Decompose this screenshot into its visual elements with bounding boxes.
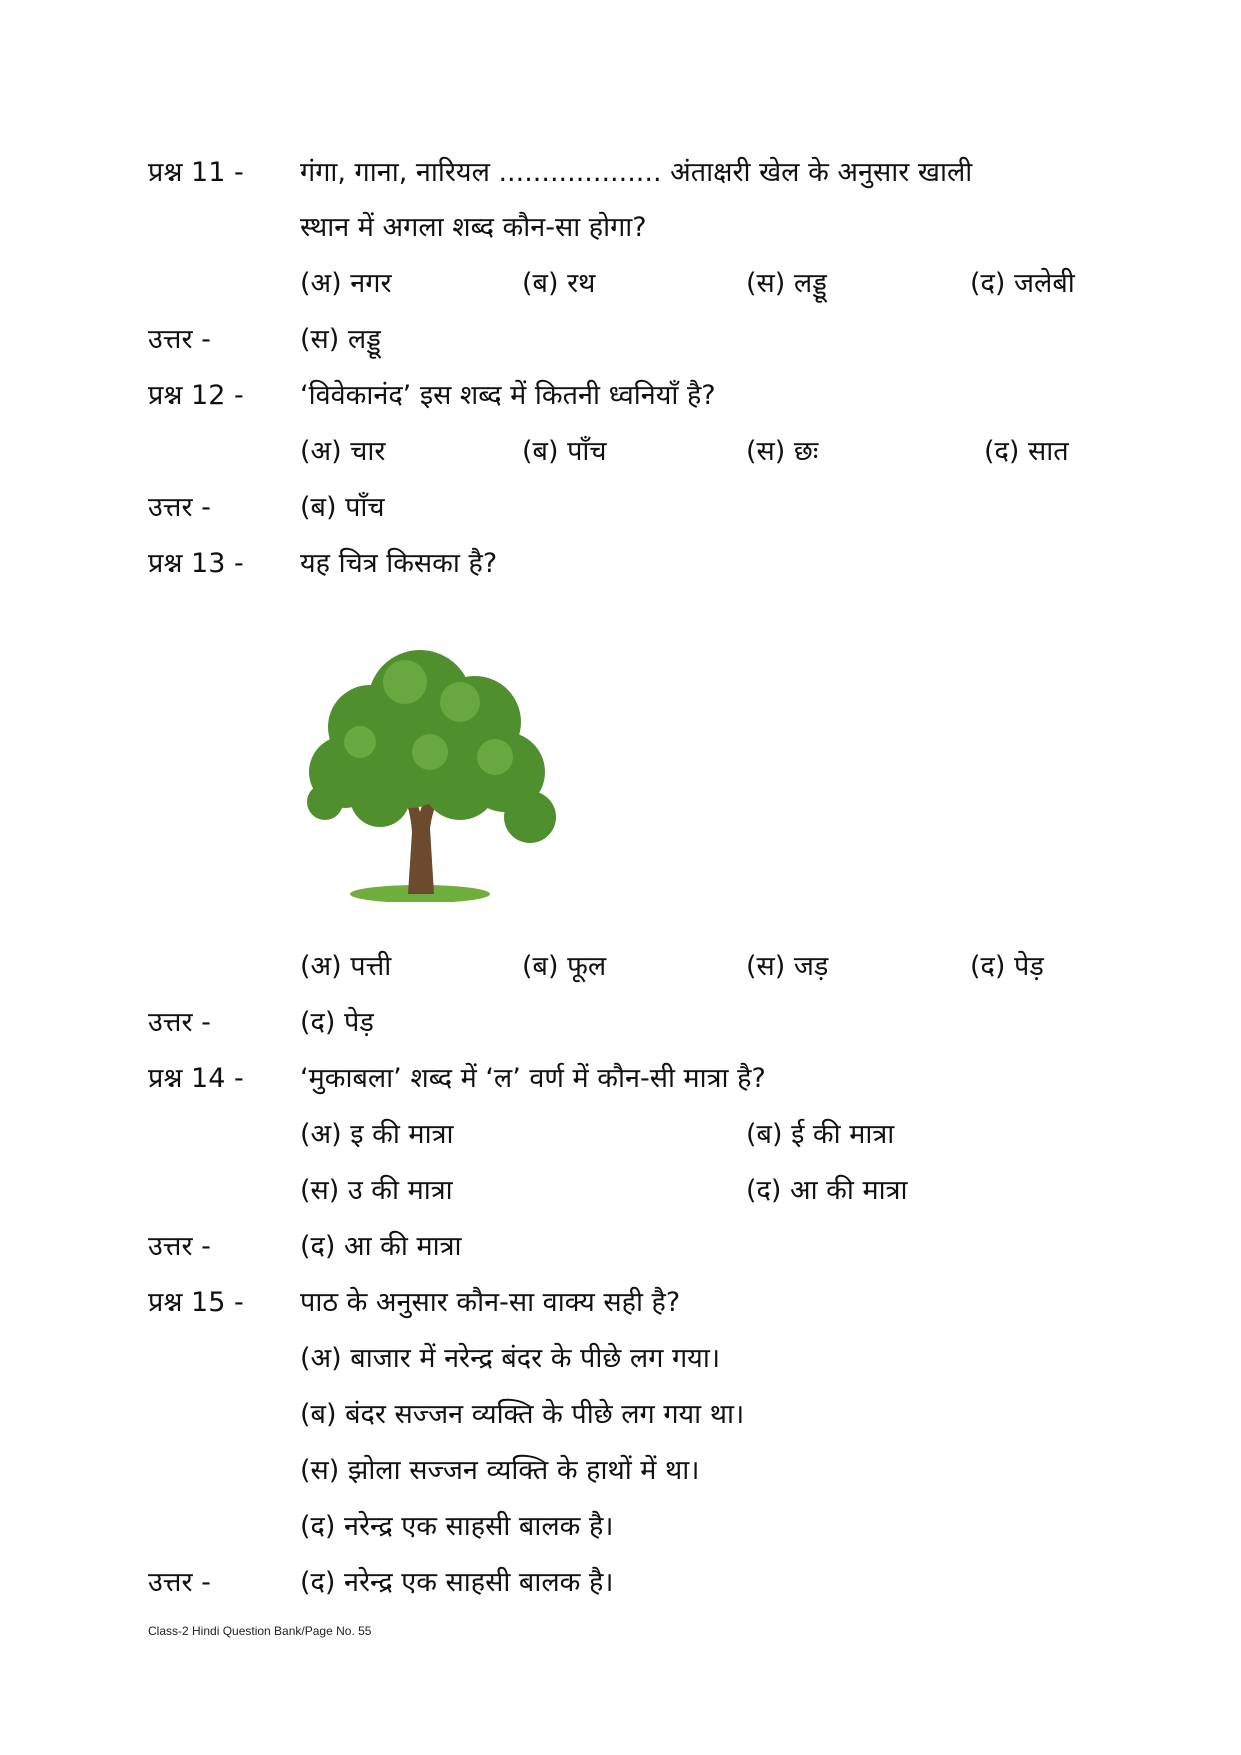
q11-option-d: (द) जलेबी [970,268,1075,299]
tree-icon [307,650,556,902]
q15-label: प्रश्न 15 - [148,1287,244,1318]
q12-answer: (ब) पाँच [300,492,385,523]
q14-answer-label: उत्तर - [148,1231,211,1262]
q14-option-c: (स) उ की मात्रा [300,1175,453,1206]
q11-text-line2: स्थान में अगला शब्द कौन-सा होगा? [300,212,647,243]
q12-option-d: (द) सात [984,436,1069,467]
q11-answer-label: उत्तर - [148,324,211,355]
q11-option-a: (अ) नगर [300,268,392,299]
q12-answer-label: उत्तर - [148,492,211,523]
q11-option-c: (स) लड्डू [746,268,827,299]
q13-option-a: (अ) पत्ती [300,951,392,982]
q11-answer: (स) लड्डू [300,324,381,355]
q15-option-c: (स) झोला सज्जन व्यक्ति के हाथों में था। [300,1455,700,1486]
q12-option-c: (स) छः [746,436,819,467]
q15-text: पाठ के अनुसार कौन-सा वाक्य सही है? [300,1287,681,1318]
q14-option-d: (द) आ की मात्रा [746,1175,908,1206]
q13-option-d: (द) पेड़ [970,951,1044,982]
q11-label: प्रश्न 11 - [148,157,244,188]
q13-answer-label: उत्तर - [148,1007,211,1038]
q13-label: प्रश्न 13 - [148,548,244,579]
q15-answer: (द) नरेन्द्र एक साहसी बालक है। [300,1567,614,1598]
q12-option-a: (अ) चार [300,436,386,467]
q14-answer: (द) आ की मात्रा [300,1231,462,1262]
q13-option-b: (ब) फूल [522,951,607,982]
q13-text: यह चित्र किसका है? [300,548,498,579]
q15-option-a: (अ) बाजार में नरेन्द्र बंदर के पीछे लग गया। [300,1343,721,1374]
q11-text-line1: गंगा, गाना, नारियल ................... अंताक्षरी खेल के अनुसार खाली [300,157,973,188]
q15-answer-label: उत्तर - [148,1567,211,1598]
q12-text: ‘विवेकानंद’ इस शब्द में कितनी ध्वनियाँ है? [300,380,716,411]
q14-label: प्रश्न 14 - [148,1063,244,1094]
q11-option-b: (ब) रथ [522,268,596,299]
q14-option-b: (ब) ई की मात्रा [746,1119,895,1150]
q13-answer: (द) पेड़ [300,1007,374,1038]
q15-option-d: (द) नरेन्द्र एक साहसी बालक है। [300,1511,614,1542]
q15-option-b: (ब) बंदर सज्जन व्यक्ति के पीछे लग गया था। [300,1399,745,1430]
q14-option-a: (अ) इ की मात्रा [300,1119,454,1150]
q14-text: ‘मुकाबला’ शब्द में ‘ल’ वर्ण में कौन-सी मात्रा है? [300,1063,766,1094]
q12-label: प्रश्न 12 - [148,380,244,411]
tree-image [300,632,570,902]
q13-option-c: (स) जड़ [746,951,829,982]
page-footer: Class-2 Hindi Question Bank/Page No. 55 [148,1624,372,1638]
q12-option-b: (ब) पाँच [522,436,607,467]
